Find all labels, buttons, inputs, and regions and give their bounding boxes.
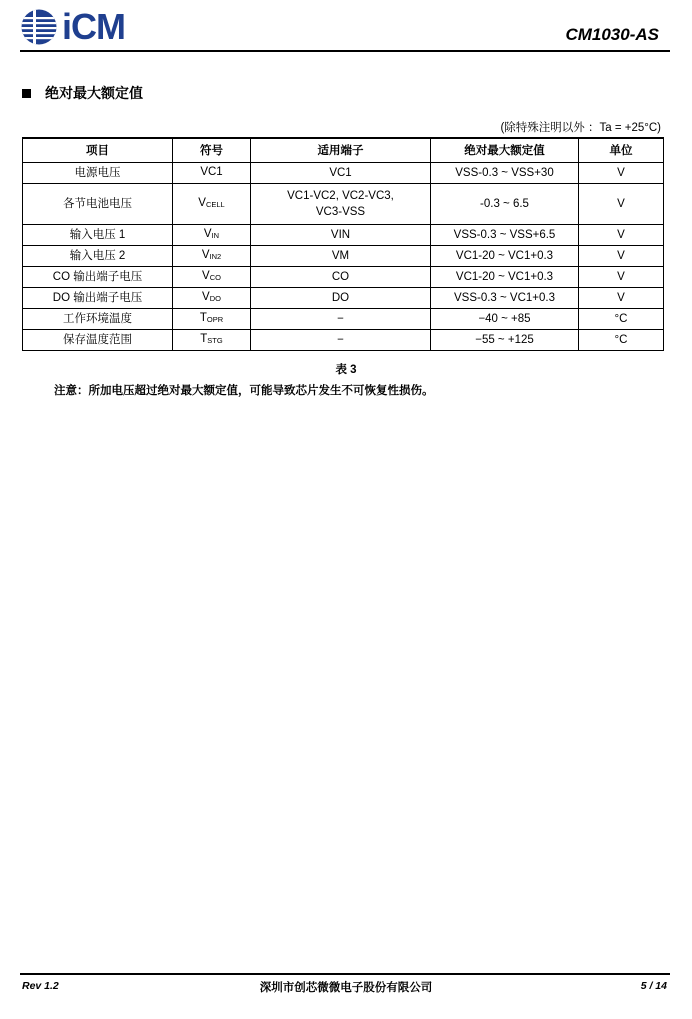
column-header: 项目	[23, 138, 173, 163]
warning-note: 注意：所加电压超过绝对最大额定值，可能导致芯片发生不可恢复性损伤。	[54, 385, 434, 397]
column-header: 单位	[579, 138, 664, 163]
symbol-main: V	[202, 291, 210, 303]
section-heading	[22, 83, 143, 103]
table-caption: 表 3	[335, 364, 357, 376]
rating-cell: VSS-0.3 ~ VSS+6.5	[431, 225, 579, 246]
symbol-subscript: STG	[207, 336, 223, 345]
table-row	[23, 184, 664, 225]
terminal-cell: VC1	[251, 163, 431, 184]
symbol-subscript: CELL	[205, 200, 225, 209]
item-cell: 各节电池电压	[23, 184, 173, 225]
symbol-subscript: DO	[209, 294, 221, 303]
table-row	[23, 163, 664, 184]
symbol-main: T	[200, 333, 208, 345]
company-logo	[20, 8, 125, 46]
footer-divider	[20, 973, 670, 975]
unit-cell: V	[579, 184, 664, 225]
terminal-cell: VIN	[251, 225, 431, 246]
table-row	[23, 246, 664, 267]
square-bullet-icon	[22, 89, 31, 98]
item-cell: 输入电压 1	[23, 225, 173, 246]
symbol-main: V	[201, 249, 210, 261]
symbol-cell	[173, 163, 251, 184]
revision-label: Rev 1.2	[22, 980, 59, 992]
terminal-cell: VM	[251, 246, 431, 267]
terminal-line: VC3-VSS	[315, 206, 366, 218]
terminal-cell	[251, 184, 431, 225]
column-header: 绝对最大额定值	[431, 138, 579, 163]
symbol-main: V	[202, 270, 210, 282]
rating-cell: VSS-0.3 ~ VC1+0.3	[431, 288, 579, 309]
item-cell: 工作环境温度	[23, 309, 173, 330]
unit-cell: V	[579, 225, 664, 246]
symbol-cell	[173, 267, 251, 288]
symbol-main: V	[198, 197, 206, 209]
symbol-cell	[173, 288, 251, 309]
terminal-cell: −	[251, 330, 431, 351]
terminal-line: VC1-VC2, VC2-VC3,	[287, 190, 394, 202]
terminal-cell: −	[251, 309, 431, 330]
table-condition-note: (除特殊注明以外 ：Ta = +25°C)	[500, 122, 661, 134]
symbol-cell	[173, 309, 251, 330]
terminal-cell: DO	[251, 288, 431, 309]
symbol-cell	[173, 246, 251, 267]
symbol-main: V	[203, 228, 212, 240]
document-id: CM1030-AS	[565, 25, 659, 44]
rating-cell: −55 ~ +125	[431, 330, 579, 351]
symbol-subscript: IN	[211, 231, 220, 240]
rating-cell: VSS-0.3 ~ VSS+30	[431, 163, 579, 184]
column-header: 符号	[173, 138, 251, 163]
symbol-main: T	[199, 312, 207, 324]
unit-cell: V	[579, 246, 664, 267]
company-name: 深圳市创芯微微电子股份有限公司	[259, 982, 433, 994]
item-cell: 电源电压	[23, 163, 173, 184]
terminal-cell: CO	[251, 267, 431, 288]
column-header: 适用端子	[251, 138, 431, 163]
item-cell: 输入电压 2	[23, 246, 173, 267]
symbol-subscript: CO	[209, 273, 221, 282]
unit-cell: V	[579, 163, 664, 184]
rating-cell: VC1-20 ~ VC1+0.3	[431, 267, 579, 288]
absolute-max-ratings-table	[22, 137, 664, 351]
section-title: 绝对最大额定值	[45, 85, 143, 101]
table-row	[23, 267, 664, 288]
unit-cell: °C	[579, 330, 664, 351]
item-cell: 保存温度范围	[23, 330, 173, 351]
item-cell: DO 输出端子电压	[23, 288, 173, 309]
unit-cell: °C	[579, 309, 664, 330]
symbol-subscript: IN2	[209, 252, 222, 261]
rating-cell: -0.3 ~ 6.5	[431, 184, 579, 225]
table-row	[23, 309, 664, 330]
globe-logo-icon	[20, 8, 60, 46]
item-cell: CO 输出端子电压	[23, 267, 173, 288]
symbol-cell	[173, 330, 251, 351]
page-number: 5 / 14	[640, 980, 667, 992]
logo-text: iCM	[62, 6, 125, 47]
rating-cell: VC1-20 ~ VC1+0.3	[431, 246, 579, 267]
table-row	[23, 225, 664, 246]
unit-cell: V	[579, 267, 664, 288]
table-row	[23, 288, 664, 309]
table-header-row	[23, 138, 664, 163]
symbol-main: VC1	[200, 166, 223, 178]
table-row	[23, 330, 664, 351]
symbol-cell	[173, 184, 251, 225]
symbol-cell	[173, 225, 251, 246]
header-divider	[20, 50, 670, 52]
unit-cell: V	[579, 288, 664, 309]
symbol-subscript: OPR	[206, 315, 224, 324]
rating-cell: −40 ~ +85	[431, 309, 579, 330]
